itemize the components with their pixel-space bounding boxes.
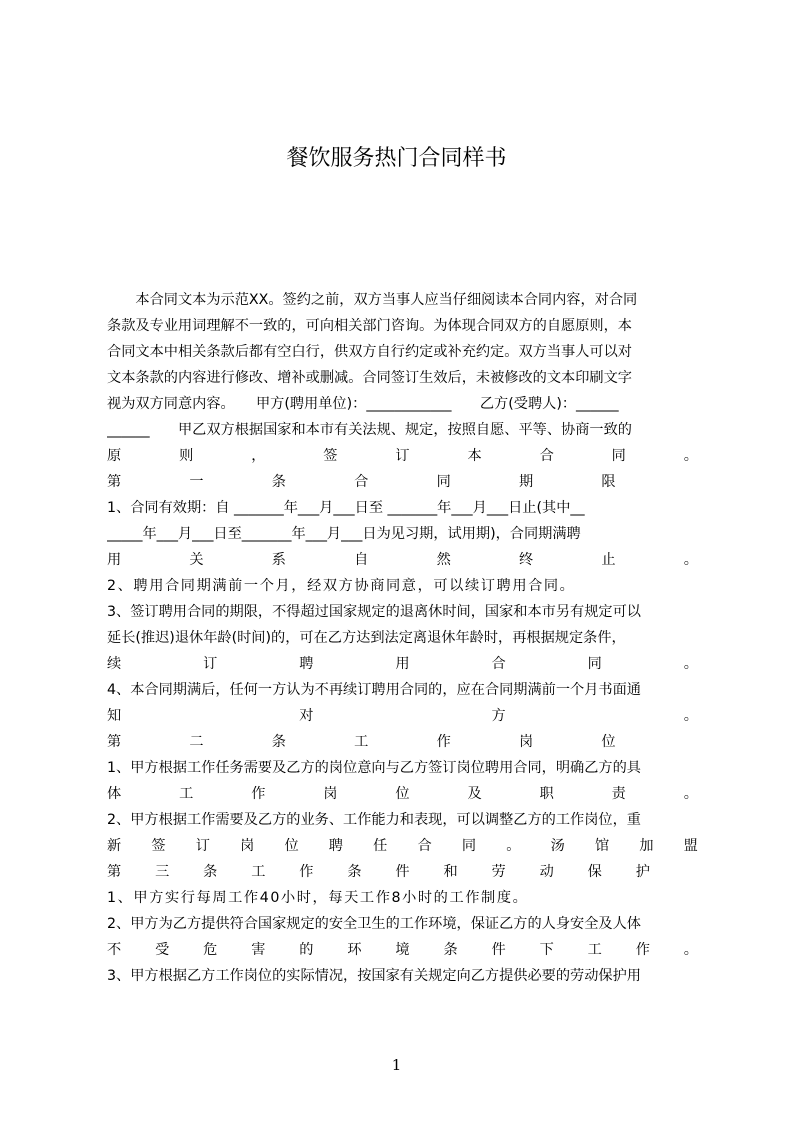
body-line: 3、甲方根据乙方工作岗位的实际情况，按国家有关规定向乙方提供必要的劳动保护用 bbox=[107, 968, 641, 984]
justified-char: 。 bbox=[683, 448, 698, 464]
justified-char: 。 bbox=[683, 708, 698, 724]
justified-char: 工 bbox=[354, 734, 369, 750]
justified-char: 体 bbox=[107, 786, 122, 802]
justified-char: 期 bbox=[518, 474, 534, 490]
justified-char: 同 bbox=[461, 838, 477, 854]
justified-char: 岗 bbox=[323, 786, 338, 802]
justified-char: 作 bbox=[299, 864, 314, 880]
justified-line bbox=[107, 937, 698, 963]
justified-char: 。 bbox=[683, 552, 698, 568]
justified-char: 件 bbox=[395, 864, 410, 880]
justified-char: 合 bbox=[417, 838, 432, 854]
justified-char: 作 bbox=[436, 734, 451, 750]
justified-char: 用 bbox=[395, 656, 410, 672]
justified-char: 及 bbox=[467, 786, 482, 802]
justified-char: 条 bbox=[203, 864, 218, 880]
justified-char: 环 bbox=[347, 942, 362, 958]
justified-char: 方 bbox=[491, 708, 506, 724]
justified-char: 续 bbox=[107, 656, 122, 672]
justified-char: 订 bbox=[195, 838, 210, 854]
justified-char: 工 bbox=[587, 942, 602, 958]
justified-char: 合 bbox=[354, 474, 369, 490]
justified-char: 自 bbox=[354, 552, 369, 568]
justified-line bbox=[107, 703, 698, 729]
justified-char: 三 bbox=[155, 864, 170, 880]
justified-char: 关 bbox=[189, 552, 204, 568]
body-line: 1、甲方实行每周工作40小时，每天工作8小时的工作制度。 bbox=[107, 890, 529, 906]
body-line: ______ 甲乙双方根据国家和本市有关法规、规定，按照自愿、平等、协商一致的 bbox=[107, 422, 632, 438]
body-line: _____年___月___日至_______年___月___日为见习期，试用期)，合同期满聘 bbox=[107, 526, 581, 542]
justified-char: 职 bbox=[539, 786, 554, 802]
justified-char: 的 bbox=[299, 942, 314, 958]
justified-char: 对 bbox=[299, 708, 314, 724]
justified-char: 件 bbox=[491, 942, 506, 958]
justified-char: 加 bbox=[639, 838, 654, 854]
justified-char: 合 bbox=[491, 656, 506, 672]
justified-char: 二 bbox=[189, 734, 204, 750]
justified-char: 盟 bbox=[683, 838, 698, 854]
justified-char: 新 bbox=[107, 838, 122, 854]
justified-char: 作 bbox=[251, 786, 266, 802]
justified-char: 责 bbox=[611, 786, 626, 802]
body-line: 3、签订聘用合同的期限，不得超过国家规定的退离休时间，国家和本市另有规定可以 bbox=[107, 604, 641, 620]
justified-line bbox=[107, 651, 698, 677]
justified-char: 知 bbox=[107, 708, 122, 724]
body-line: 2、聘用合同期满前一个月，经双方协商同意，可以续订聘用合同。 bbox=[107, 578, 576, 594]
justified-char: 护 bbox=[635, 864, 650, 880]
justified-char: 害 bbox=[251, 942, 266, 958]
justified-char: 不 bbox=[107, 942, 122, 958]
justified-char: 条 bbox=[271, 474, 286, 490]
body-line: 文本条款的内容进行修改、增补或删减。合同签订生效后，未被修改的文本印刷文字 bbox=[107, 370, 632, 386]
body-line: 条款及专业用词理解不一致的，可向相关部门咨询。为体现合同双方的自愿原则，本 bbox=[107, 318, 632, 334]
justified-char: 保 bbox=[587, 864, 602, 880]
justified-char: 用 bbox=[107, 552, 122, 568]
justified-char: 第 bbox=[107, 734, 122, 750]
justified-char: 岗 bbox=[240, 838, 255, 854]
justified-char: 工 bbox=[179, 786, 194, 802]
justified-char: 作 bbox=[635, 942, 650, 958]
justified-char: 一 bbox=[189, 474, 204, 490]
justified-char: 馆 bbox=[594, 838, 610, 854]
justified-line bbox=[107, 833, 698, 859]
justified-char: 系 bbox=[271, 552, 286, 568]
justified-char: 。 bbox=[683, 942, 698, 958]
justified-char: 合 bbox=[539, 448, 554, 464]
body-line: 1、合同有效期：自 _______年___月___日至 _______年___月___日止(其中__ bbox=[107, 500, 585, 516]
justified-char: 下 bbox=[539, 942, 554, 958]
justified-char: 限 bbox=[601, 474, 616, 490]
justified-char: 汤 bbox=[550, 838, 565, 854]
justified-char: 聘 bbox=[328, 838, 343, 854]
justified-char: 受 bbox=[155, 942, 170, 958]
justified-char: 签 bbox=[151, 838, 166, 854]
justified-char: ， bbox=[251, 448, 266, 464]
body-line: 视为双方同意内容。 甲方(聘用单位)：____________ 乙方(受聘人)：______ bbox=[107, 396, 619, 412]
section-heading-2 bbox=[107, 729, 698, 755]
justified-char: 位 bbox=[395, 786, 410, 802]
justified-char: 第 bbox=[107, 474, 122, 490]
justified-char: 。 bbox=[683, 656, 698, 672]
justified-spacer bbox=[684, 469, 698, 495]
justified-char: 订 bbox=[395, 448, 410, 464]
section-heading-1 bbox=[107, 469, 698, 495]
document-body bbox=[107, 287, 698, 989]
body-line: 本合同文本为示范XX。签约之前，双方当事人应当仔细阅读本合同内容，对合同 bbox=[107, 292, 638, 308]
justified-char: 终 bbox=[518, 552, 534, 568]
justified-char: 止 bbox=[601, 552, 616, 568]
justified-char: 然 bbox=[436, 552, 451, 568]
body-line: 2、甲方根据工作需要及乙方的业务、工作能力和表现，可以调整乙方的工作岗位，重 bbox=[107, 812, 641, 828]
justified-char: 岗 bbox=[518, 734, 534, 750]
justified-spacer bbox=[684, 859, 698, 885]
section-heading-3 bbox=[107, 859, 698, 885]
justified-char: 条 bbox=[347, 864, 362, 880]
justified-char: 条 bbox=[443, 942, 458, 958]
justified-line bbox=[107, 781, 698, 807]
justified-char: 签 bbox=[323, 448, 338, 464]
justified-char: 境 bbox=[395, 942, 410, 958]
justified-char: 条 bbox=[271, 734, 286, 750]
justified-line bbox=[107, 443, 698, 469]
justified-char: 本 bbox=[467, 448, 482, 464]
justified-char: 。 bbox=[506, 838, 521, 854]
justified-line bbox=[107, 547, 698, 573]
justified-char: 原 bbox=[107, 448, 122, 464]
body-line: 4、本合同期满后，任何一方认为不再续订聘用合同的，应在合同期满前一个月书面通 bbox=[107, 682, 641, 698]
justified-spacer bbox=[684, 729, 698, 755]
justified-char: 同 bbox=[436, 474, 451, 490]
justified-char: 和 bbox=[443, 864, 458, 880]
justified-char: 则 bbox=[179, 448, 194, 464]
justified-char: 位 bbox=[601, 734, 616, 750]
justified-char: 任 bbox=[373, 838, 388, 854]
justified-char: 订 bbox=[203, 656, 218, 672]
body-line: 延长(推迟)退休年龄(时间)的，可在乙方达到法定离退休年龄时，再根据规定条件， bbox=[107, 630, 626, 646]
justified-char: 工 bbox=[251, 864, 266, 880]
body-line: 1、甲方根据工作任务需要及乙方的岗位意向与乙方签订岗位聘用合同，明确乙方的具 bbox=[107, 760, 641, 776]
justified-char: 位 bbox=[284, 838, 299, 854]
justified-char: 。 bbox=[683, 786, 698, 802]
justified-char: 危 bbox=[203, 942, 218, 958]
document-title: 餐饮服务热门合同样书 bbox=[286, 146, 507, 171]
justified-char: 同 bbox=[587, 656, 602, 672]
justified-char: 第 bbox=[107, 864, 122, 880]
justified-char: 动 bbox=[539, 864, 554, 880]
justified-char: 聘 bbox=[299, 656, 314, 672]
body-line: 2、甲方为乙方提供符合国家规定的安全卫生的工作环境，保证乙方的人身安全及人体 bbox=[107, 916, 641, 932]
justified-char: 劳 bbox=[491, 864, 506, 880]
justified-char: 同 bbox=[611, 448, 626, 464]
body-line: 合同文本中相关条款后都有空白行，供双方自行约定或补充约定。双方当事人可以对 bbox=[107, 344, 632, 360]
page-number: 1 bbox=[391, 1056, 402, 1074]
